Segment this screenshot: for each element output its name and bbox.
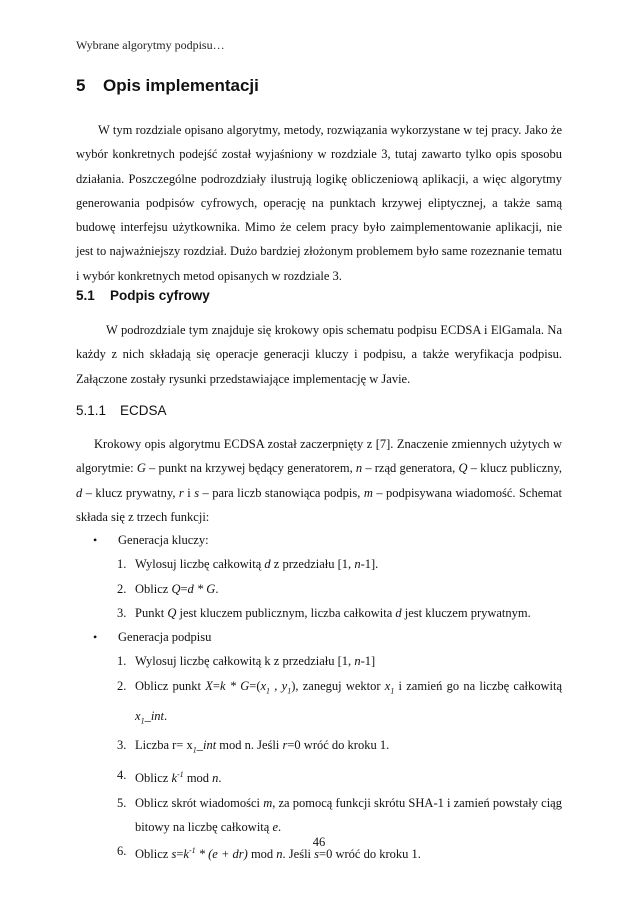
list-item: 1. Wylosuj liczbę całkowitą k z przedziału [1, n-1] [117, 654, 376, 669]
intro-paragraph-text: W tym rozdziale opisano algorytmy, metody, rozwiązania wykorzystane w tej pracy. Jako że wybór konkretnych podejść został wyjaśniony w rozdziale 3, tutaj zawarto tylko opis sposobu działania. Poszczególne podrozdziały ilustrują logikę obliczeniową aplikacji, a więc algorytmy generowania podpisów cyfrowych, operację na punktach krzywej eliptycznej, a także samą budowę interfejsu użytkownika. Mimo że celem pracy było zaimplementowanie aplikacji, nie jest to najważniejszy rozdział. Dużo bardziej złożonym problemem było same rozeznanie tematu i wybór konkretnych metod opisanych w rozdziale 3. [76, 123, 562, 283]
key-generation-steps [118, 552, 562, 625]
subsection-paragraph-text: W podrozdziale tym znajduje się krokowy opis schematu podpisu ECDSA i ElGamala. Na każdy z nich składają się operacje generacji kluczy i podpisu, a także weryfikacja podpisu. Załączone zostały rysunki przedstawiające implementację w Javie. [76, 323, 562, 386]
list-item: 2. Oblicz Q=d * G. [117, 581, 219, 596]
list-item: 5. Oblicz skrót wiadomości m, za pomocą funkcji skrótu SHA-1 i zamień powstały ciąg bitowy na liczbę całkowitą e. [117, 795, 562, 834]
list-item: 6. Oblicz $s=k^{-1} * (e + dr)$ mod n. Jeśli s=0 wróć do kroku 1. [117, 844, 421, 862]
list-item: 3. Punkt Q jest kluczem publicznym, liczba całkowita d jest kluczem prywatnym. [117, 605, 531, 620]
subsection-paragraph [76, 318, 562, 391]
function-list [76, 528, 562, 867]
list-item: 4. Oblicz $k^{-1}$ mod n. [117, 768, 222, 786]
subsubsection-heading [76, 403, 167, 418]
section-title: Opis implementacji [103, 76, 259, 95]
list-item-signature-generation [76, 625, 562, 866]
running-header: Wybrane algorytmy podpisu… [76, 38, 225, 52]
subsubsection-title: ECDSA [120, 403, 167, 418]
subsection-number: 5.1 [76, 288, 95, 303]
ecdsa-paragraph-text: Krokowy opis algorytmu ECDSA został zaczerpnięty z [7]. Znaczenie zmiennych użytych w algorytmie: G – punkt na krzywej będący generatorem, n – rząd generatora, Q – klucz publiczny, d – klucz prywatny, r i s – para liczb stanowiąca podpis, m – podpisywana wiadomość. Schemat składa się z trzech funkcji: [76, 437, 563, 524]
page-number: 46 [312, 835, 326, 849]
bullet-icon: • [93, 630, 98, 645]
bullet-label: Generacja kluczy: [118, 533, 209, 547]
list-item: 3. Liczba $r= x_1\_int$ mod n. Jeśli r=0 wróć do kroku 1. [117, 738, 390, 755]
subsection-heading [76, 288, 210, 303]
bullet-icon: • [93, 533, 98, 547]
list-item-key-generation [76, 528, 562, 625]
bullet-label: Generacja podpisu [118, 630, 212, 645]
list-item: 2. Oblicz punkt $X=k * G=(x_1$ , $y_1$), zaneguj wektor $x_1$ i zamień go na liczbę całkowitą $x_1\_int$. [117, 678, 563, 726]
list-item: 1. Wylosuj liczbę całkowitą d z przedziału [1, n-1]. [117, 557, 379, 572]
section-number: 5 [76, 76, 86, 95]
section-heading [76, 76, 259, 96]
subsection-title: Podpis cyfrowy [110, 288, 210, 303]
ecdsa-paragraph [76, 432, 562, 529]
intro-paragraph [76, 118, 562, 288]
subsubsection-number: 5.1.1 [76, 403, 107, 418]
